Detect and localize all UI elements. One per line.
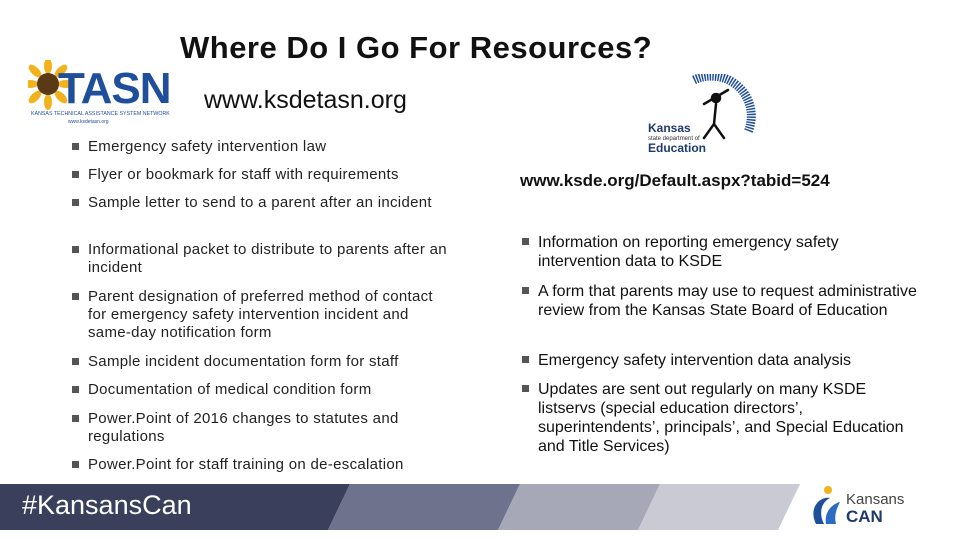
kansans-can-logo	[806, 484, 924, 528]
slide-title: Where Do I Go For Resources?	[180, 30, 653, 65]
list-item: Sample incident documentation form for staff	[72, 353, 448, 371]
list-item: Power.Point for staff training on de-escalation	[72, 456, 448, 474]
list-item: Information on reporting emergency safety intervention data to KSDE	[522, 233, 918, 271]
list-item: Updates are sent out regularly on many KSDE listservs (special education directors’, superintendents’, principals’, and Special Education and Title Services)	[522, 380, 918, 456]
tasn-logo	[28, 60, 178, 126]
figure-icon	[704, 90, 728, 138]
svg-text:TASN: TASN	[58, 64, 171, 113]
ksde-logo	[644, 74, 760, 158]
svg-text:Kansas: Kansas	[648, 121, 691, 135]
list-item: Sample letter to send to a parent after an incident	[72, 194, 448, 212]
list-item: Informational packet to distribute to parents after an incident	[72, 241, 448, 277]
svg-text:www.ksdetasn.org: www.ksdetasn.org	[68, 119, 109, 125]
list-item: Flyer or bookmark for staff with requirements	[72, 166, 448, 184]
svg-text:Kansans: Kansans	[846, 491, 905, 508]
banner-hashtag: #KansansCan	[22, 490, 192, 520]
list-item: Parent designation of preferred method of contact for emergency safety intervention incident and same-day notification form	[72, 288, 448, 342]
svg-text:Education: Education	[648, 141, 707, 155]
list-item: Documentation of medical condition form	[72, 381, 448, 399]
figure-icon	[813, 486, 840, 524]
list-item: Emergency safety intervention law	[72, 138, 448, 156]
svg-text:CAN: CAN	[846, 507, 883, 526]
list-item: Power.Point of 2016 changes to statutes and regulations	[72, 410, 448, 446]
list-item: Emergency safety intervention data analysis	[522, 351, 918, 370]
svg-text:state department of: state department of	[648, 136, 700, 142]
list-item: A form that parents may use to request administrative review from the Kansas State Board of Education	[522, 282, 918, 320]
tasn-url[interactable]: www.ksdetasn.org	[204, 86, 407, 114]
ksde-url[interactable]: www.ksde.org/Default.aspx?tabid=524	[520, 171, 830, 190]
svg-text:KANSAS TECHNICAL ASSISTANCE SY: KANSAS TECHNICAL ASSISTANCE SYSTEM NETWORK	[31, 111, 170, 117]
